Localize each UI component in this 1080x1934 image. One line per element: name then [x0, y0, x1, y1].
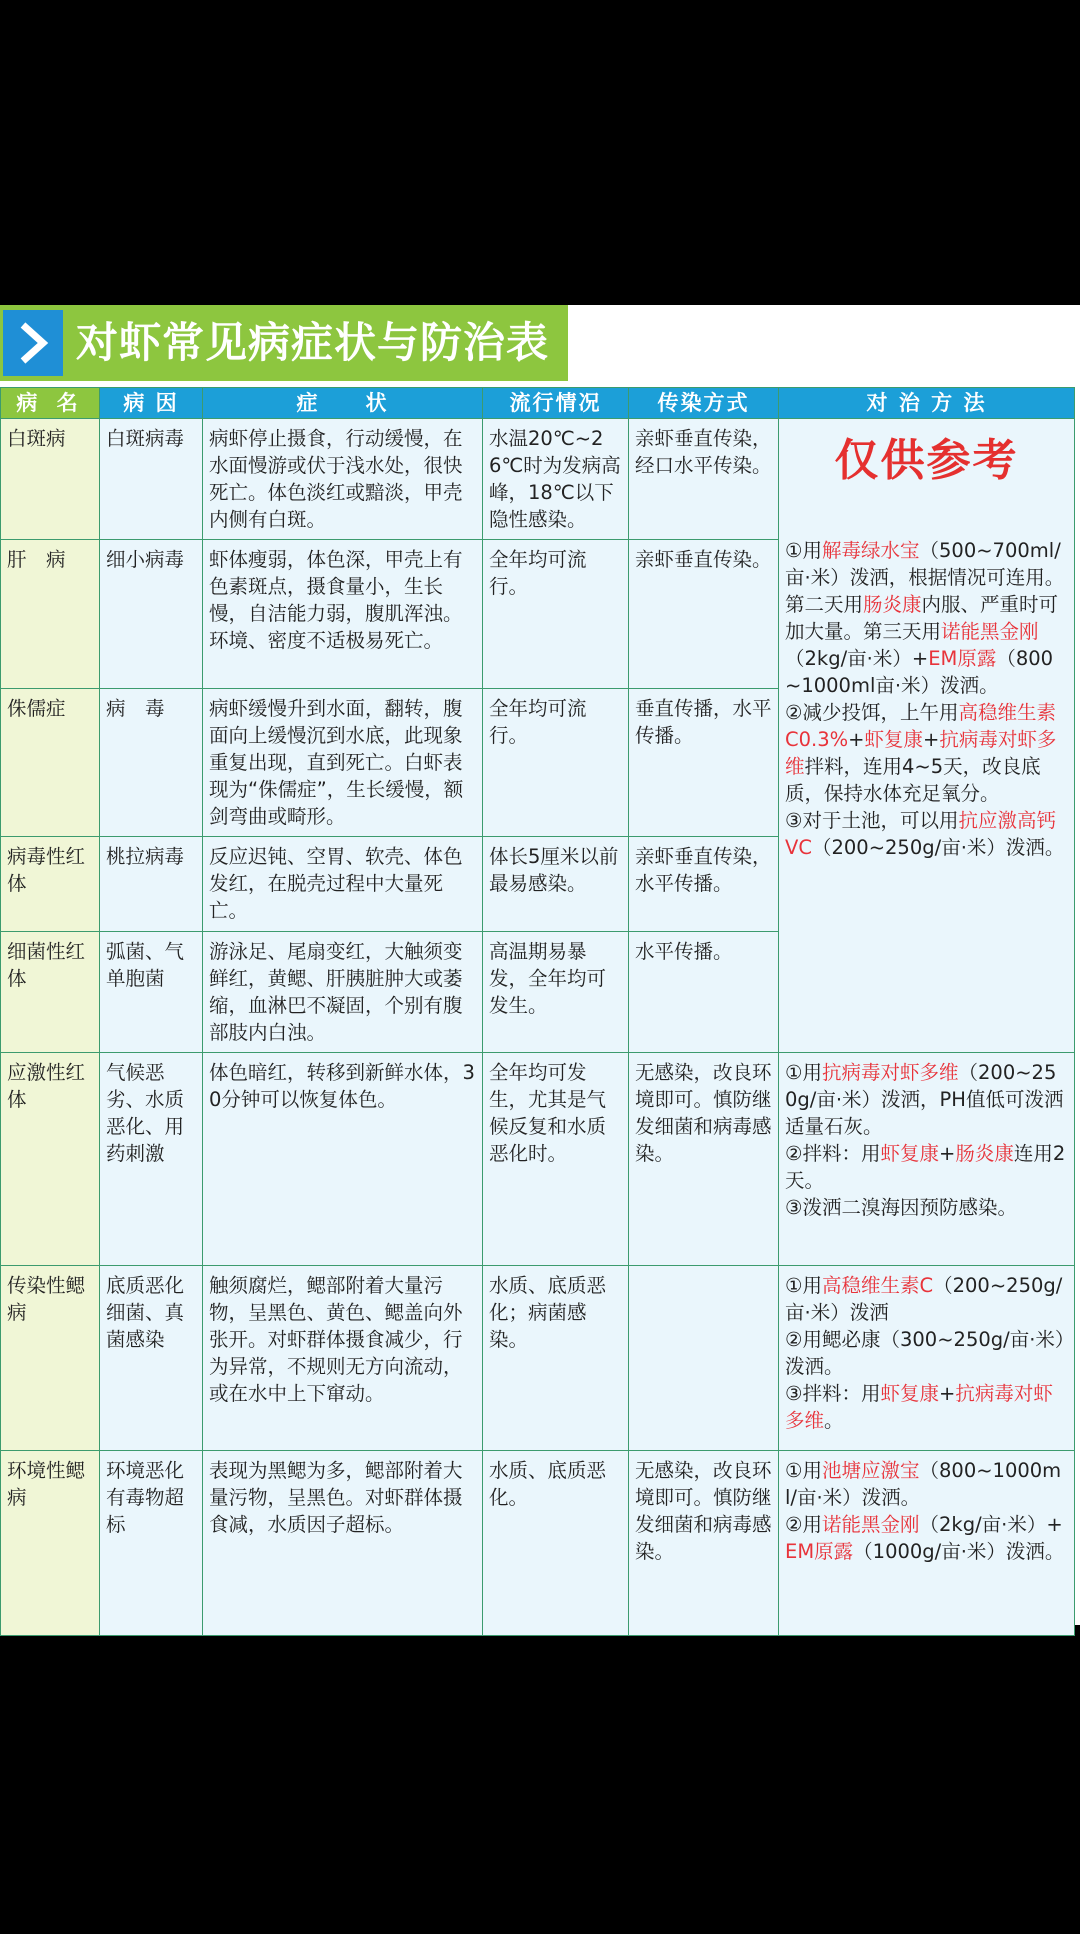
chevron-right-icon: [3, 310, 63, 376]
disease-epidemic: 全年均可流行。: [483, 540, 629, 689]
disease-name: 环境性鳃病: [1, 1451, 100, 1636]
treatment-line: ②用诺能黑金刚（2kg/亩·米）+EM原露（1000g/亩·米）泼洒。: [785, 1513, 1065, 1563]
disease-name: 侏儒症: [1, 689, 100, 837]
disease-cause: 细小病毒: [100, 540, 203, 689]
disease-epidemic: 水质、底质恶化；病菌感染。: [483, 1266, 629, 1451]
disease-symptom: 病虾停止摄食，行动缓慢，在水面慢游或伏于浅水处，很快死亡。体色淡红或黯淡，甲壳内侧有白斑。: [203, 419, 483, 540]
disease-cause: 桃拉病毒: [100, 837, 203, 932]
disease-chart-document: [0, 305, 1080, 1625]
disease-epidemic: 水温20℃~26℃时为发病高峰，18℃以下隐性感染。: [483, 419, 629, 540]
treatment-cell: [779, 1053, 1075, 1266]
treatment-line: ②拌料：用虾复康+肠炎康连用2天。: [785, 1142, 1066, 1192]
disease-cause: 底质恶化细菌、真菌感染: [100, 1266, 203, 1451]
disease-name: 肝 病: [1, 540, 100, 689]
header-symptom: 症 状: [203, 388, 483, 419]
table-header-row: [1, 388, 1075, 419]
disease-cause: 白斑病毒: [100, 419, 203, 540]
disease-cause: 气候恶劣、水质恶化、用药刺激: [100, 1053, 203, 1266]
treatment-line: ③拌料：用虾复康+抗病毒对虾多维。: [785, 1382, 1053, 1432]
disease-epidemic: 全年均可流行。: [483, 689, 629, 837]
disease-transmission: 亲虾垂直传染，水平传播。: [629, 837, 779, 932]
treatment-line: ②用鳃必康（300~250g/亩·米）泼洒。: [785, 1328, 1065, 1378]
table-row: [1, 419, 1075, 540]
disease-name: 细菌性红体: [1, 932, 100, 1053]
disease-cause: 病 毒: [100, 689, 203, 837]
disease-symptom: 虾体瘦弱，体色深，甲壳上有色素斑点，摄食量小，生长慢，自洁能力弱，腹肌浑浊。环境、密度不适极易死亡。: [203, 540, 483, 689]
treatment-line: ①用高稳维生素C（200~250g/亩·米）泼洒: [785, 1274, 1063, 1324]
treatment-line: ③泼洒二溴海因预防感染。: [785, 1196, 1017, 1219]
disease-symptom: 病虾缓慢升到水面，翻转，腹面向上缓慢沉到水底，此现象重复出现，直到死亡。白虾表现为“侏儒症”，生长缓慢，额剑弯曲或畸形。: [203, 689, 483, 837]
disease-transmission: [629, 1266, 779, 1451]
disease-transmission: 垂直传播，水平传播。: [629, 689, 779, 837]
treatment-cell: [779, 1266, 1075, 1451]
treatment-line: ③对于土池，可以用抗应激高钙VC（200~250g/亩·米）泼洒。: [785, 809, 1065, 859]
disease-table: [0, 387, 1075, 1636]
disease-transmission: 亲虾垂直传染。: [629, 540, 779, 689]
treatment-line: ①用池塘应激宝（800~1000ml/亩·米）泼洒。: [785, 1459, 1062, 1509]
disease-transmission: 无感染，改良环境即可。慎防继发细菌和病毒感染。: [629, 1451, 779, 1636]
disease-cause: 弧菌、气单胞菌: [100, 932, 203, 1053]
title-banner: [0, 305, 568, 381]
disease-transmission: 亲虾垂直传染，经口水平传染。: [629, 419, 779, 540]
page-title: 对虾常见病症状与防治表: [76, 318, 550, 367]
header-cause: 病 因: [100, 388, 203, 419]
disease-cause: 环境恶化有毒物超标: [100, 1451, 203, 1636]
treatment-line: ①用抗病毒对虾多维（200~250g/亩·米）泼洒，PH值低可泼洒适量石灰。: [785, 1061, 1064, 1138]
table-row: [1, 1451, 1075, 1636]
treatment-cell-viral-group: [779, 419, 1075, 1053]
disease-epidemic: 水质、底质恶化。: [483, 1451, 629, 1636]
treatment-line: ②减少投饵，上午用高稳维生素C0.3%+虾复康+抗病毒对虾多维拌料，连用4~5天，改良底质，保持水体充足氧分。: [785, 701, 1057, 805]
disease-transmission: 无感染，改良环境即可。慎防继发细菌和病毒感染。: [629, 1053, 779, 1266]
header-treatment: 对 治 方 法: [779, 388, 1075, 419]
disease-symptom: 游泳足、尾扇变红，大触须变鲜红，黄鳃、肝胰脏肿大或萎缩，血淋巴不凝固，个别有腹部肢内白浊。: [203, 932, 483, 1053]
reference-only-stamp: 仅供参考: [834, 435, 1019, 486]
disease-symptom: 反应迟钝、空胃、软壳、体色发红，在脱壳过程中大量死亡。: [203, 837, 483, 932]
disease-epidemic: 高温期易暴发，全年均可发生。: [483, 932, 629, 1053]
disease-name: 应激性红体: [1, 1053, 100, 1266]
disease-epidemic: 全年均可发生，尤其是气候反复和水质恶化时。: [483, 1053, 629, 1266]
disease-symptom: 表现为黑鳃为多，鳃部附着大量污物，呈黑色。对虾群体摄食减，水质因子超标。: [203, 1451, 483, 1636]
table-row: [1, 1053, 1075, 1266]
header-epidemic: 流行情况: [483, 388, 629, 419]
disease-name: 白斑病: [1, 419, 100, 540]
header-transmission: 传染方式: [629, 388, 779, 419]
treatment-cell: [779, 1451, 1075, 1636]
disease-symptom: 体色暗红，转移到新鲜水体，30分钟可以恢复体色。: [203, 1053, 483, 1266]
table-row: [1, 1266, 1075, 1451]
disease-epidemic: 体长5厘米以前最易感染。: [483, 837, 629, 932]
disease-name: 传染性鳃病: [1, 1266, 100, 1451]
header-name: 病 名: [1, 388, 100, 419]
disease-transmission: 水平传播。: [629, 932, 779, 1053]
disease-name: 病毒性红体: [1, 837, 100, 932]
treatment-line: ①用解毒绿水宝（500~700ml/亩·米）泼洒，根据情况可连用。第二天用肠炎康内服、严重时可加大量。第三天用诺能黑金刚（2kg/亩·米）+EM原露（800~1000ml亩·米）泼洒。: [785, 539, 1065, 697]
disease-symptom: 触须腐烂，鳃部附着大量污物，呈黑色、黄色、鳃盖向外张开。对虾群体摄食减少，行为异常，不规则无方向流动，或在水中上下窜动。: [203, 1266, 483, 1451]
